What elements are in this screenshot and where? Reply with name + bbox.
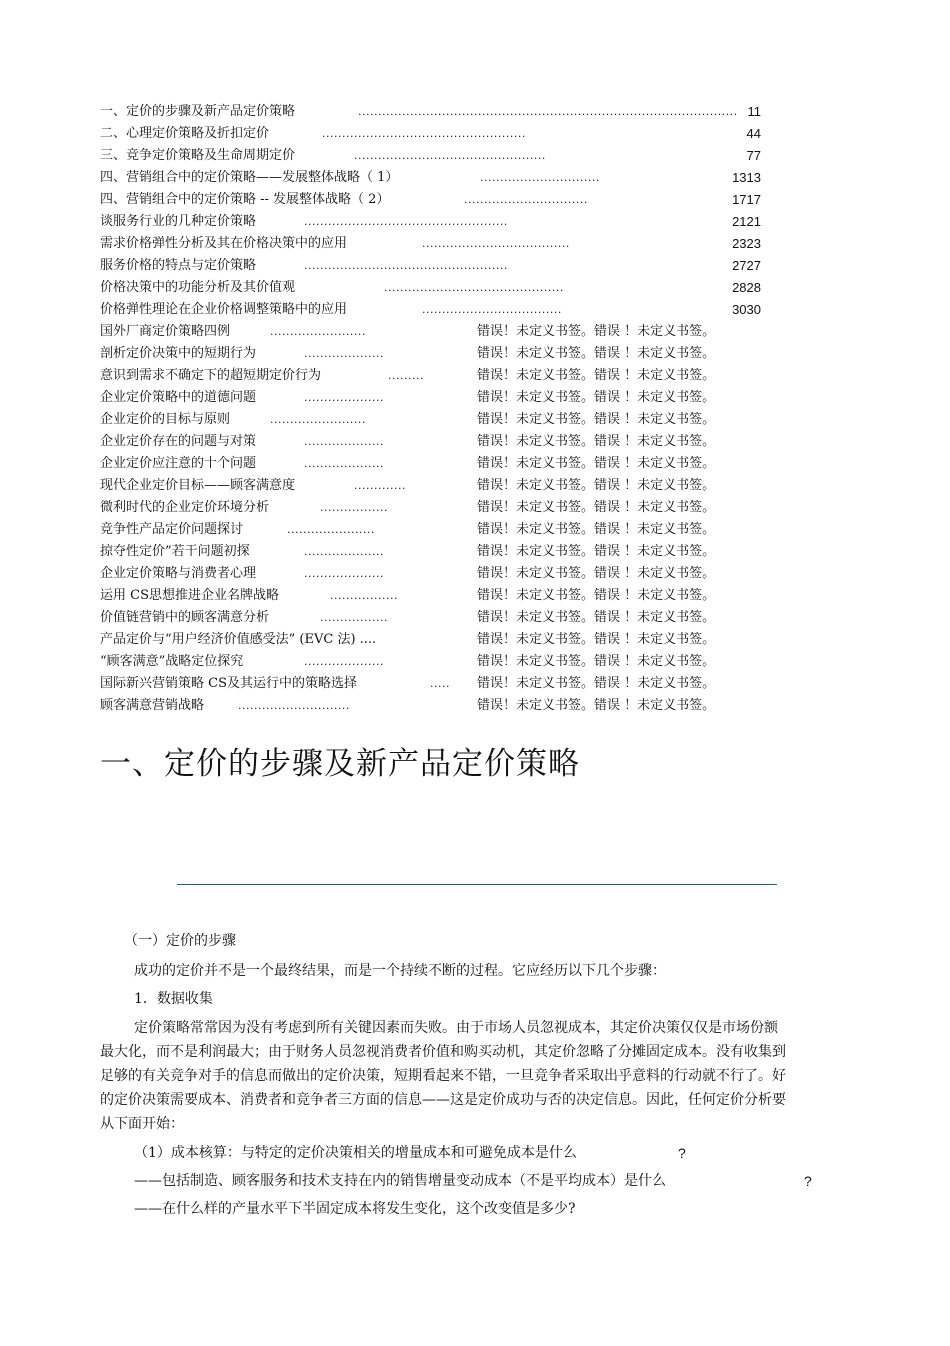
toc-leader-dots: .................... bbox=[304, 567, 384, 580]
toc-entry-title: 价格弹性理论在企业价格调整策略中的应用 bbox=[100, 302, 348, 317]
bookmark-error-text: 错误！未定义书签。错误 ！未定义书签。 bbox=[477, 522, 716, 537]
toc-leader-dots: ............................... bbox=[464, 193, 588, 206]
toc-leader-dots: ......... bbox=[388, 369, 424, 382]
toc-leader-dots: .............................. bbox=[480, 171, 600, 184]
toc-page-number: 2323 bbox=[732, 236, 761, 251]
bookmark-error-text: 错误！未定义书签。错误 ！未定义书签。 bbox=[477, 500, 716, 515]
question-mark: ? bbox=[804, 1173, 812, 1189]
toc-leader-dots: ..... bbox=[430, 677, 450, 690]
toc-entry-title: 二、心理定价策略及折扣定价 bbox=[100, 126, 270, 141]
toc-entry-title: 三、竞争定价策略及生命周期定价 bbox=[100, 148, 296, 163]
toc-entry[interactable] bbox=[100, 563, 780, 585]
toc-leader-dots: ............................................. bbox=[384, 281, 564, 294]
intro-paragraph: 成功的定价并不是一个最终结果，而是一个持续不断的过程。它应经历以下几个步骤： bbox=[134, 963, 666, 979]
toc-entry-title: 谈服务行业的几种定价策略 bbox=[100, 214, 257, 229]
toc-entry[interactable] bbox=[100, 409, 780, 431]
toc-leader-dots: ................. bbox=[320, 501, 388, 514]
toc-entry-title: 企业定价存在的问题与对策 bbox=[100, 434, 257, 449]
toc-entry-title: 企业定价策略中的道德问题 bbox=[100, 390, 257, 405]
toc-entry[interactable] bbox=[100, 145, 780, 167]
toc-leader-dots: ................................................... bbox=[304, 259, 508, 272]
toc-entry-title: 企业定价策略与消费者心理 bbox=[100, 566, 257, 581]
toc-entry-title: 需求价格弹性分析及其在价格决策中的应用 bbox=[100, 236, 348, 251]
toc-page-number: 77 bbox=[746, 148, 761, 163]
bookmark-error-text: 错误！未定义书签。错误 ！未定义书签。 bbox=[477, 346, 716, 361]
toc-entry-title: 国际新兴营销策略 CS及其运行中的策略选择 bbox=[100, 676, 357, 691]
toc-entry[interactable] bbox=[100, 607, 780, 629]
toc-page-number: 11 bbox=[747, 104, 761, 119]
toc-leader-dots: ............................................................................................... bbox=[358, 105, 738, 118]
question-line bbox=[100, 1168, 812, 1194]
toc-page-number: 1717 bbox=[732, 192, 761, 207]
section-heading: 一、定价的步骤及新产品定价策略 bbox=[100, 746, 580, 782]
toc-entry-title: 价格决策中的功能分析及其价值观 bbox=[100, 280, 296, 295]
horizontal-rule bbox=[177, 884, 777, 885]
toc-entry-title: 意识到需求不确定下的超短期定价行为 bbox=[100, 368, 322, 383]
table-of-contents bbox=[100, 101, 780, 717]
toc-leader-dots: .................... bbox=[304, 347, 384, 360]
bookmark-error-text: 错误！未定义书签。错误 ！未定义书签。 bbox=[477, 654, 716, 669]
toc-entry[interactable] bbox=[100, 475, 780, 497]
toc-entry-title: 四、营销组合中的定价策略 -- 发展整体战略（ 2） bbox=[100, 192, 390, 207]
toc-leader-dots: ........................ bbox=[270, 413, 366, 426]
toc-entry-title: 服务价格的特点与定价策略 bbox=[100, 258, 257, 273]
bookmark-error-text: 错误！未定义书签。错误 ！未定义书签。 bbox=[477, 456, 716, 471]
toc-entry[interactable] bbox=[100, 541, 780, 563]
toc-leader-dots: .................... bbox=[304, 391, 384, 404]
toc-leader-dots: ............. bbox=[354, 479, 406, 492]
toc-entry[interactable] bbox=[100, 497, 780, 519]
toc-entry[interactable] bbox=[100, 453, 780, 475]
bookmark-error-text: 错误！未定义书签。错误 ！未定义书签。 bbox=[477, 390, 716, 405]
bookmark-error-text: 错误！未定义书签。错误 ！未定义书签。 bbox=[477, 434, 716, 449]
toc-entry[interactable] bbox=[100, 343, 780, 365]
step-title: 1．数据收集 bbox=[134, 991, 213, 1007]
toc-leader-dots: ..................................... bbox=[422, 237, 570, 250]
toc-entry-title: 企业定价应注意的十个问题 bbox=[100, 456, 257, 471]
toc-leader-dots: .................... bbox=[304, 435, 384, 448]
bookmark-error-text: 错误！未定义书签。错误 ！未定义书签。 bbox=[477, 588, 716, 603]
toc-page-number: 2828 bbox=[732, 280, 761, 295]
toc-leader-dots: ................................................ bbox=[354, 149, 546, 162]
toc-entry-title: 国外厂商定价策略四例 bbox=[100, 324, 231, 339]
bookmark-error-text: 错误！未定义书签。错误 ！未定义书签。 bbox=[477, 544, 716, 559]
toc-leader-dots: .................... bbox=[304, 655, 384, 668]
toc-page-number: 3030 bbox=[732, 302, 761, 317]
toc-entry-title: 价值链营销中的顾客满意分析 bbox=[100, 610, 270, 625]
bookmark-error-text: 错误！未定义书签。错误 ！未定义书签。 bbox=[477, 478, 716, 493]
toc-entry-title: 一、定价的步骤及新产品定价策略 bbox=[100, 104, 296, 119]
toc-entry-title: 企业定价的目标与原则 bbox=[100, 412, 231, 427]
toc-entry[interactable] bbox=[100, 695, 780, 717]
toc-leader-dots: ................................................... bbox=[322, 127, 526, 140]
bookmark-error-text: 错误！未定义书签。错误 ！未定义书签。 bbox=[477, 610, 716, 625]
toc-page-number: 1313 bbox=[732, 170, 761, 185]
toc-leader-dots: ................. bbox=[320, 611, 388, 624]
toc-entry[interactable] bbox=[100, 519, 780, 541]
question-mark: ? bbox=[678, 1145, 686, 1161]
toc-entry[interactable] bbox=[100, 365, 780, 387]
toc-leader-dots: ................................... bbox=[422, 303, 562, 316]
toc-page-number: 44 bbox=[746, 126, 761, 141]
subsection-title: （一）定价的步骤 bbox=[124, 933, 236, 949]
question-line bbox=[100, 1140, 790, 1166]
body-paragraph: 定价策略常常因为没有考虑到所有关键因素而失败。由于市场人员忽视成本，其定价决策仅仅是市场份额最大化，而不是利润最大；由于财务人员忽视消费者价值和购买动机，其定价忽略了分摊固定成本。没有收集到足够的有关竞争对手的信息而做出的定价决策，短期看起来不错，一旦竞争者采取出乎意料的行动就不行了。好的定价决策需要成本、消费者和竞争者三方面的信息——这是定价成功与否的决定信息。因此，任何定价分析要从下面开始： bbox=[100, 1020, 786, 1132]
question-text: ——包括制造、顾客服务和技术支持在内的销售增量变动成本（不是平均成本）是什么 bbox=[134, 1173, 666, 1189]
toc-entry[interactable] bbox=[100, 189, 780, 211]
toc-leader-dots: .................... bbox=[304, 545, 384, 558]
toc-entry[interactable] bbox=[100, 101, 780, 123]
toc-entry[interactable] bbox=[100, 167, 780, 189]
toc-leader-dots: ...................... bbox=[287, 523, 375, 536]
toc-page-number: 2121 bbox=[732, 214, 761, 229]
bookmark-error-text: 错误！未定义书签。错误 ！未定义书签。 bbox=[477, 412, 716, 427]
toc-entry[interactable] bbox=[100, 431, 780, 453]
bookmark-error-text: 错误！未定义书签。错误 ！未定义书签。 bbox=[477, 698, 716, 713]
toc-entry[interactable] bbox=[100, 629, 780, 651]
toc-entry[interactable] bbox=[100, 255, 780, 277]
document-body bbox=[100, 928, 812, 1222]
toc-entry[interactable] bbox=[100, 387, 780, 409]
toc-page-number: 2727 bbox=[732, 258, 761, 273]
question-line: ——在什么样的产量水平下半固定成本将发生变化，这个改变值是多少? bbox=[134, 1201, 576, 1217]
toc-entry[interactable] bbox=[100, 211, 780, 233]
toc-entry-title: 四、营销组合中的定价策略——发展整体战略（ 1） bbox=[100, 170, 399, 185]
toc-leader-dots: ............................ bbox=[238, 699, 350, 712]
toc-entry-title: 掠夺性定价”若干问题初探 bbox=[100, 544, 250, 559]
toc-leader-dots: ................................................... bbox=[304, 215, 508, 228]
toc-leader-dots: ................. bbox=[330, 589, 398, 602]
toc-entry[interactable] bbox=[100, 585, 780, 607]
toc-entry[interactable] bbox=[100, 673, 780, 695]
toc-entry[interactable] bbox=[100, 321, 780, 343]
toc-leader-dots: ........................ bbox=[270, 325, 366, 338]
toc-leader-dots: .................... bbox=[304, 457, 384, 470]
bookmark-error-text: 错误！未定义书签。错误 ！未定义书签。 bbox=[477, 324, 716, 339]
toc-entry-title: 现代企业定价目标——顾客满意度 bbox=[100, 478, 296, 493]
toc-entry-title: 剖析定价决策中的短期行为 bbox=[100, 346, 257, 361]
toc-entry[interactable] bbox=[100, 123, 780, 145]
toc-entry-title: 竞争性产品定价问题探讨 bbox=[100, 522, 244, 537]
toc-entry-title: 产品定价与“用户经济价值感受法” (EVC 法) .... bbox=[100, 632, 377, 647]
bookmark-error-text: 错误！未定义书签。错误 ！未定义书签。 bbox=[477, 632, 716, 647]
question-text: （1）成本核算：与特定的定价决策相关的增量成本和可避免成本是什么 bbox=[134, 1145, 577, 1161]
toc-entry-title: “顾客满意”战略定位探究 bbox=[100, 654, 244, 669]
toc-entry[interactable] bbox=[100, 233, 780, 255]
bookmark-error-text: 错误！未定义书签。错误 ！未定义书签。 bbox=[477, 566, 716, 581]
toc-entry[interactable] bbox=[100, 299, 780, 321]
bookmark-error-text: 错误！未定义书签。错误 ！未定义书签。 bbox=[477, 676, 716, 691]
toc-entry[interactable] bbox=[100, 651, 780, 673]
toc-entry-title: 微利时代的企业定价环境分析 bbox=[100, 500, 270, 515]
toc-entry-title: 顾客满意营销战略 bbox=[100, 698, 205, 713]
bookmark-error-text: 错误！未定义书签。错误 ！未定义书签。 bbox=[477, 368, 716, 383]
toc-entry[interactable] bbox=[100, 277, 780, 299]
toc-entry-title: 运用 CS思想推进企业名牌战略 bbox=[100, 588, 279, 603]
